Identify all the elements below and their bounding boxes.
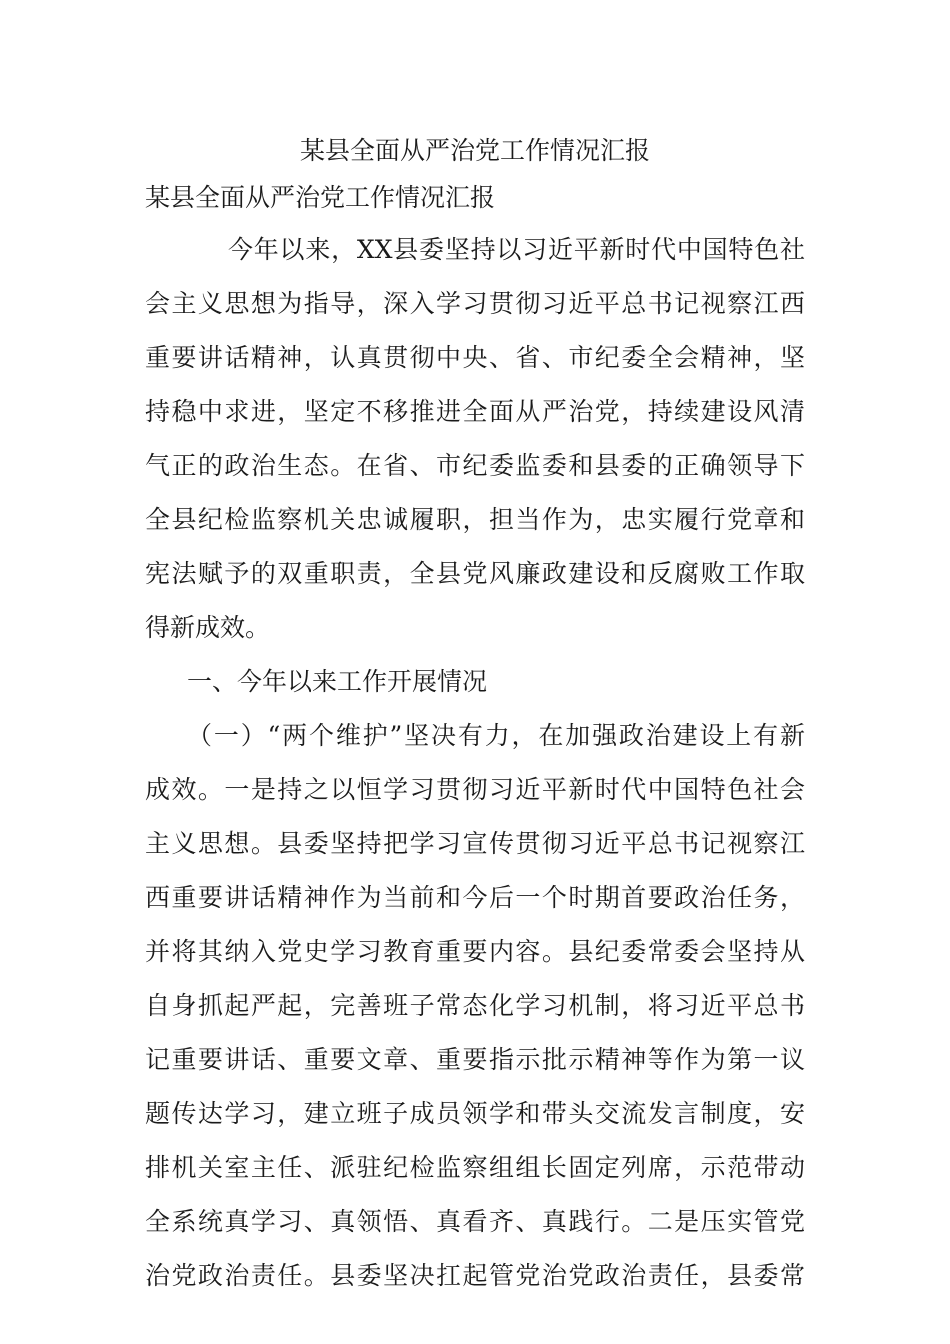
paragraph-line: 全县纪检监察机关忠诚履职，担当作为，忠实履行党章和 [145, 505, 805, 534]
document-subtitle: 某县全面从严治党工作情况汇报 [145, 183, 496, 212]
section-heading: 一、今年以来工作开展情况 [187, 667, 488, 696]
paragraph-line: 得新成效。 [145, 613, 271, 642]
paragraph-line: 成效。一是持之以恒学习贯彻习近平新时代中国特色社会 [145, 775, 805, 804]
paragraph-line: 宪法赋予的双重职责，全县党风廉政建设和反腐败工作取 [145, 559, 805, 588]
paragraph-line: 今年以来，XX县委坚持以习近平新时代中国特色社 [228, 235, 805, 264]
paragraph-line: 西重要讲话精神作为当前和今后一个时期首要政治任务， [145, 883, 805, 912]
paragraph-line: 持稳中求进，坚定不移推进全面从严治党，持续建设风清 [145, 397, 805, 426]
paragraph-line: 治党政治责任。县委坚决扛起管党治党政治责任，县委常 [145, 1261, 805, 1290]
paragraph-line: 重要讲话精神，认真贯彻中央、省、市纪委全会精神，坚 [145, 343, 805, 372]
paragraph-line: 主义思想。县委坚持把学习宣传贯彻习近平总书记视察江 [145, 829, 805, 858]
paragraph-line: 题传达学习，建立班子成员领学和带头交流发言制度，安 [145, 1099, 805, 1128]
paragraph-line: 记重要讲话、重要文章、重要指示批示精神等作为第一议 [145, 1045, 805, 1074]
paragraph-line: 气正的政治生态。在省、市纪委监委和县委的正确领导下 [145, 451, 805, 480]
document-title: 某县全面从严治党工作情况汇报 [299, 136, 650, 165]
paragraph-line: 自身抓起严起，完善班子常态化学习机制，将习近平总书 [145, 991, 805, 1020]
paragraph-line: 会主义思想为指导，深入学习贯彻习近平总书记视察江西 [145, 289, 805, 318]
paragraph-line: （一）“两个维护”坚决有力，在加强政治建设上有新 [187, 721, 805, 750]
paragraph-line: 全系统真学习、真领悟、真看齐、真践行。二是压实管党 [145, 1207, 805, 1236]
paragraph-line: 并将其纳入党史学习教育重要内容。县纪委常委会坚持从 [145, 937, 805, 966]
paragraph-line: 排机关室主任、派驻纪检监察组组长固定列席，示范带动 [145, 1153, 805, 1182]
